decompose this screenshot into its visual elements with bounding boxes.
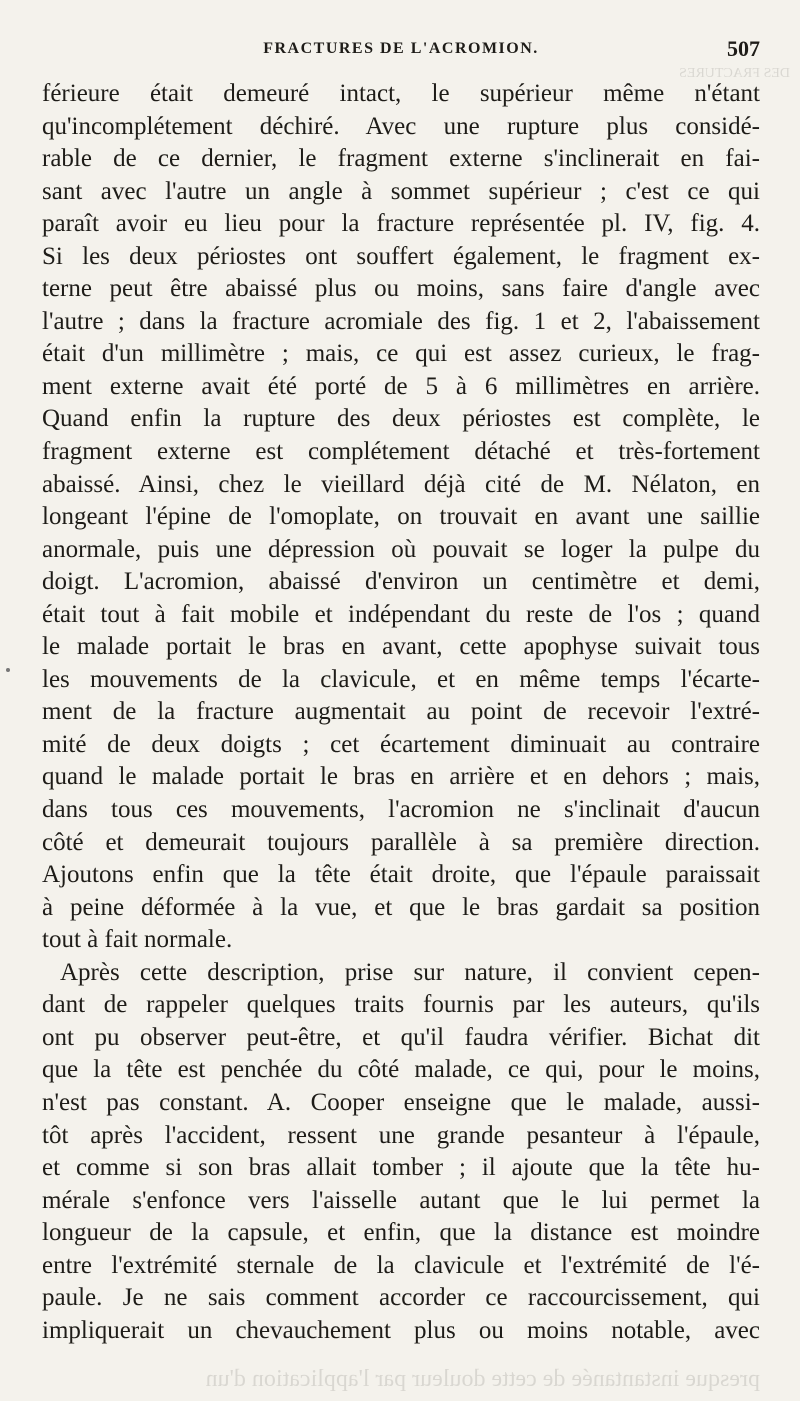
- running-head: [42, 36, 760, 64]
- text-line: rable de ce dernier, le fragment externe s'inclinerait en fai-: [42, 145, 760, 173]
- bleed-through-text-top: DES FRACTURES: [679, 66, 790, 81]
- text-line: qu'incomplétement déchiré. Avec une rupture plus considé-: [42, 112, 760, 140]
- text-line: et comme si son bras allait tomber ; il ajoute que la tête hu-: [42, 1154, 760, 1182]
- text-line: mité de deux doigts ; cet écartement diminuait au contraire: [42, 730, 760, 758]
- page-number: 507: [727, 36, 760, 61]
- text-line: longeant l'épine de l'omoplate, on trouvait en avant une saillie: [42, 503, 760, 531]
- text-line: paule. Je ne sais comment accorder ce raccourcissement, qui: [42, 1284, 760, 1312]
- text-line: abaissé. Ainsi, chez le vieillard déjà cité de M. Nélaton, en: [42, 470, 760, 498]
- text-line: fragment externe est complétement détaché et très-fortement: [42, 438, 760, 466]
- text-line: sant avec l'autre un angle à sommet supérieur ; c'est ce qui: [42, 177, 760, 205]
- text-line: à peine déformée à la vue, et que le bras gardait sa position: [42, 893, 760, 921]
- text-line: le malade portait le bras en avant, cette apophyse suivait tous: [42, 633, 760, 661]
- text-line: mérale s'enfonce vers l'aisselle autant que le lui permet la: [42, 1186, 760, 1214]
- text-line: entre l'extrémité sternale de la clavicule et l'extrémité de l'é-: [42, 1251, 760, 1279]
- text-line: doigt. L'acromion, abaissé d'environ un centimètre et demi,: [42, 568, 760, 596]
- text-line: les mouvements de la clavicule, et en même temps l'écarte-: [42, 665, 760, 693]
- text-line: Si les deux périostes ont souffert également, le fragment ex-: [42, 242, 760, 270]
- bleed-through-text-bottom: presque instantanée de cette douleur par l'application d'un: [205, 1366, 760, 1392]
- text-line: ment de la fracture augmentait au point de recevoir l'extré-: [42, 698, 760, 726]
- text-line: ment externe avait été porté de 5 à 6 millimètres en arrière.: [42, 372, 760, 400]
- text-line: dant de rappeler quelques traits fournis par les auteurs, qu'ils: [42, 991, 760, 1019]
- text-line: terne peut être abaissé plus ou moins, sans faire d'angle avec: [42, 275, 760, 303]
- text-line: quand le malade portait le bras en arrière et en dehors ; mais,: [42, 763, 760, 791]
- text-line: Après cette description, prise sur nature, il convient cepen-: [60, 958, 760, 986]
- text-line: paraît avoir eu lieu pour la fracture représentée pl. IV, fig. 4.: [42, 210, 760, 238]
- ink-speck: [6, 668, 10, 672]
- text-line: anormale, puis une dépression où pouvait se loger la pulpe du: [42, 535, 760, 563]
- text-line: tôt après l'accident, ressent une grande pesanteur à l'épaule,: [42, 1121, 760, 1149]
- text-line: ont pu observer peut-être, et qu'il faudra vérifier. Bichat dit: [42, 1023, 760, 1051]
- text-line: longueur de la capsule, et enfin, que la distance est moindre: [42, 1219, 760, 1247]
- text-line: l'autre ; dans la fracture acromiale des fig. 1 et 2, l'abaissement: [42, 307, 760, 335]
- text-line: tout à fait normale.: [42, 926, 233, 954]
- text-line: était tout à fait mobile et indépendant du reste de l'os ; quand: [42, 600, 760, 628]
- text-line: était d'un millimètre ; mais, ce qui est assez curieux, le frag-: [42, 340, 760, 368]
- text-line: côté et demeurait toujours parallèle à sa première direction.: [42, 828, 760, 856]
- text-line: férieure était demeuré intact, le supérieur même n'étant: [42, 80, 760, 107]
- text-line: Ajoutons enfin que la tête était droite, que l'épaule paraissait: [42, 861, 760, 889]
- text-line: Quand enfin la rupture des deux périostes est complète, le: [42, 405, 760, 433]
- body-text: [42, 78, 760, 1347]
- text-line: n'est pas constant. A. Cooper enseigne que le malade, aussi-: [42, 1088, 760, 1116]
- running-title: FRACTURES DE L'ACROMION.: [263, 40, 539, 57]
- text-line: que la tête est penchée du côté malade, ce qui, pour le moins,: [42, 1056, 760, 1084]
- text-line: dans tous ces mouvements, l'acromion ne s'inclinait d'aucun: [42, 796, 760, 824]
- text-line: impliquerait un chevauchement plus ou moins notable, avec: [42, 1316, 760, 1344]
